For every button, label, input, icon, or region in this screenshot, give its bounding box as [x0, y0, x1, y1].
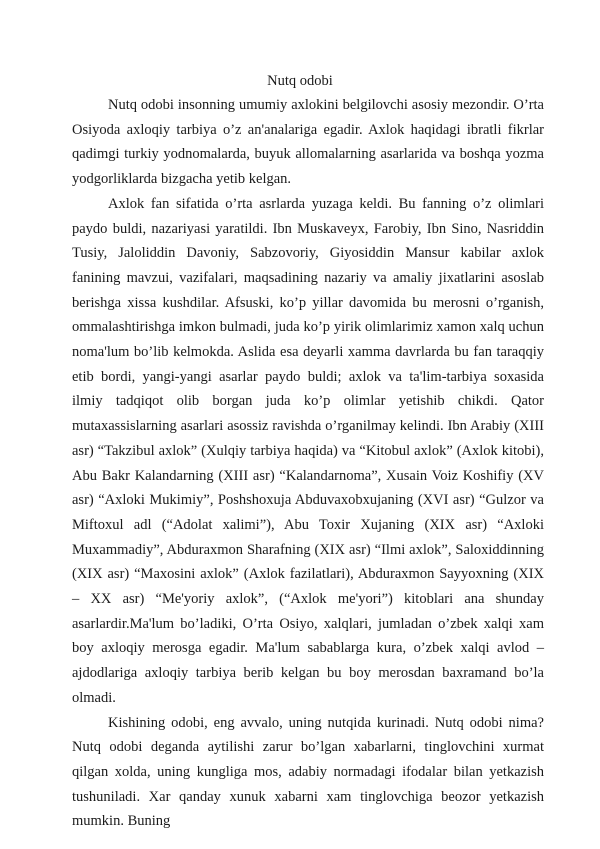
paragraph: Kishining odobi, eng avvalo, uning nutqida kurinadi. Nutq odobi nima? Nutq odobi deganda aytilishi zarur bo’lgan xabarlarni, tinglovchini xurmat qilgan xolda, uning kungliga mos, adabiy normadagi ifodalar bilan yetkazish tushuniladi. Xar qanday xunuk xabarni xam tinglovchiga beozor yetkazish mumkin. Buning: [72, 714, 544, 830]
paragraph: Axlok fan sifatida o’rta asrlarda yuzaga keldi. Bu fanning o’z olimlari paydo buldi, nazariyasi yaratildi. Ibn Muskaveyx, Farobiy, Ibn Sino, Nasriddin Tusiy, Jaloliddin Davoniy, Sabzovoriy, Giyosiddin Mansur kabilar axlok fanining mavzui, vazifalari, maqsadining nazariy va amaliy jixatlarini asoslab berishga xissa kushdilar. Afsuski, ko’p yillar davomida bu merosni o’rganish, ommalashtirishga imkon bulmadi, juda ko’p yirik olimlarimiz xamon xalq uchun noma'lum bo’lib kelmokda. Aslida esa deyarli xamma davrlarda bu fan taraqqiy etib bordi, yangi-yangi asarlar paydo buldi; axlok va ta'lim-tarbiya soxasida ilmiy tadqiqot olib borgan juda ko’p olimlar yetishib chikdi. Qator mutaxassislarning asarlari asossiz ravishda o’rganilmay kelindi. Ibn Arabiy (XIII asr) “Takzibul axlok” (Xulqiy tarbiya haqida) va “Kitobul axlok” (Axlok kitobi), Abu Bakr Kalandarning (XIII asr) “Kalandarnoma”, Xusain Voiz Koshifiy (XV asr) “Axloki Mukimiy”, Poshshoxuja Abduvaxobxujaning (XVI asr) “Gulzor va Miftoxul adl (“Adolat xalimi”), Abu Toxir Xujaning (XIX asr) “Axloki Muxammadiy”, Abduraxmon Sharafning (XIX asr) “Ilmi axlok”, Saloxiddinning (XIX asr) “Maxosini axlok” (Axlok fazilatlari), Abduraxmon Sayyoxning (XIX – XX asr) “Me'yoriy axlok”, (“Axlok me'yori”) kitoblari ana shunday asarlardir.Ma'lum bo’ladiki, O’rta Osiyo, xalqlari, jumladan o’zbek xalqi xam boy axloqiy merosga egadir. Ma'lum sabablarga kura, o’zbek xalqi avlod – ajdodlariga axloqiy tarbiya berib kelgan bu boy merosdan baxramand bo’la olmadi.: [72, 195, 544, 706]
document-title: Nutq odobi: [267, 73, 333, 89]
paragraph: Nutq odobi insonning umumiy axlokini belgilovchi asosiy mezondir. O’rta Osiyoda axloqiy tarbiya o’z an'analariga egadir. Axlok haqidagi ibratli fikrlar qadimgi turkiy yodnomalarda, buyuk allomalarning asarlarida va boshqa yozma yodgorliklarda bizgacha yetib kelgan.: [72, 97, 544, 188]
document-body: [72, 93, 544, 834]
